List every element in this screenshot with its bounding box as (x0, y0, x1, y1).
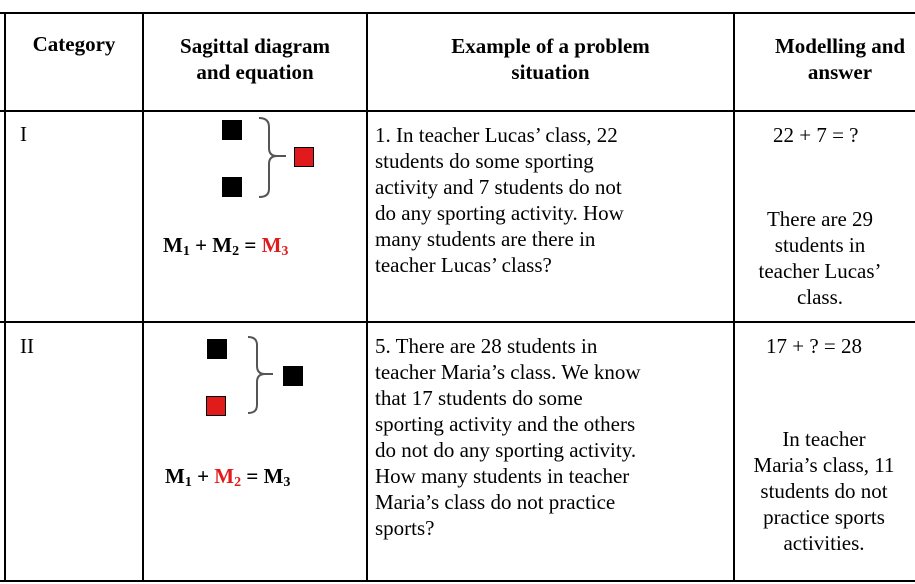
equation-1-term-m: M (212, 233, 233, 257)
header-sagittal-diagram: Sagittal diagram and equation (180, 34, 330, 84)
row-1-answer: There are 29 students in teacher Lucas’ class. (758, 207, 882, 309)
equation-2-sub: 2 (234, 475, 242, 490)
equation-2-sub: 3 (283, 475, 291, 490)
equation-1-op: = (239, 233, 262, 257)
equation-1-unknown-term (262, 233, 289, 257)
equation-2-term-m: M (263, 464, 284, 488)
row-2-model: 17 + ? = 28 (766, 334, 863, 358)
row-1-model: 22 + 7 = ? (773, 123, 859, 147)
bracket-icon (245, 336, 285, 416)
header-divider (0, 110, 915, 112)
equation-1-sub: 2 (232, 244, 240, 259)
equation-1-sub: 1 (182, 244, 190, 259)
table-border-bottom (0, 580, 915, 582)
equation-2-term-m: M (214, 464, 235, 488)
column-divider-1 (142, 12, 144, 582)
equation-2-op: + (191, 464, 215, 488)
header-example: Example of a problem situation (451, 34, 650, 84)
bracket-icon (256, 117, 296, 201)
row-2-answer: In teacher Maria’s class, 11 students do not practice sports activities. (753, 427, 895, 555)
set-m1-square (207, 339, 227, 359)
row-divider (0, 321, 915, 323)
table-border-left (4, 12, 6, 582)
equation-1-term-m: M (261, 233, 282, 257)
row-2-problem: 5. There are 28 students in teacher Maria’s class. We know that 17 students do some sporting activity and the others do not do any sporting activity. How many students in teacher Maria’s class do not practice sports? (375, 334, 641, 540)
table-border-top (0, 12, 915, 14)
equation-1-term-m: M (163, 233, 183, 257)
set-m3-square (283, 366, 303, 386)
column-divider-2 (366, 12, 368, 582)
set-m3-square (294, 147, 314, 167)
equation-2-op: = (241, 464, 264, 488)
row-1-problem: 1. In teacher Lucas’ class, 22 students do some sporting activity and 7 students do not do any sporting activity. How many students are there in teacher Lucas’ class? (375, 123, 624, 277)
equation-1-sub: 3 (281, 244, 289, 259)
set-m2-square (206, 396, 226, 416)
row-1-category: I (20, 122, 27, 146)
equation-2 (165, 464, 290, 489)
header-modelling: Modelling and answer (774, 34, 906, 84)
row-2-category: II (20, 334, 34, 358)
set-m2-square (222, 177, 242, 197)
equation-1-op: + (189, 233, 213, 257)
equation-2-sub: 1 (184, 475, 192, 490)
set-m1-square (222, 120, 242, 140)
equation-2-unknown-term (214, 464, 241, 488)
equation-1 (163, 233, 288, 258)
equation-2-term-m: M (165, 464, 185, 488)
header-category: Category (32, 32, 116, 56)
